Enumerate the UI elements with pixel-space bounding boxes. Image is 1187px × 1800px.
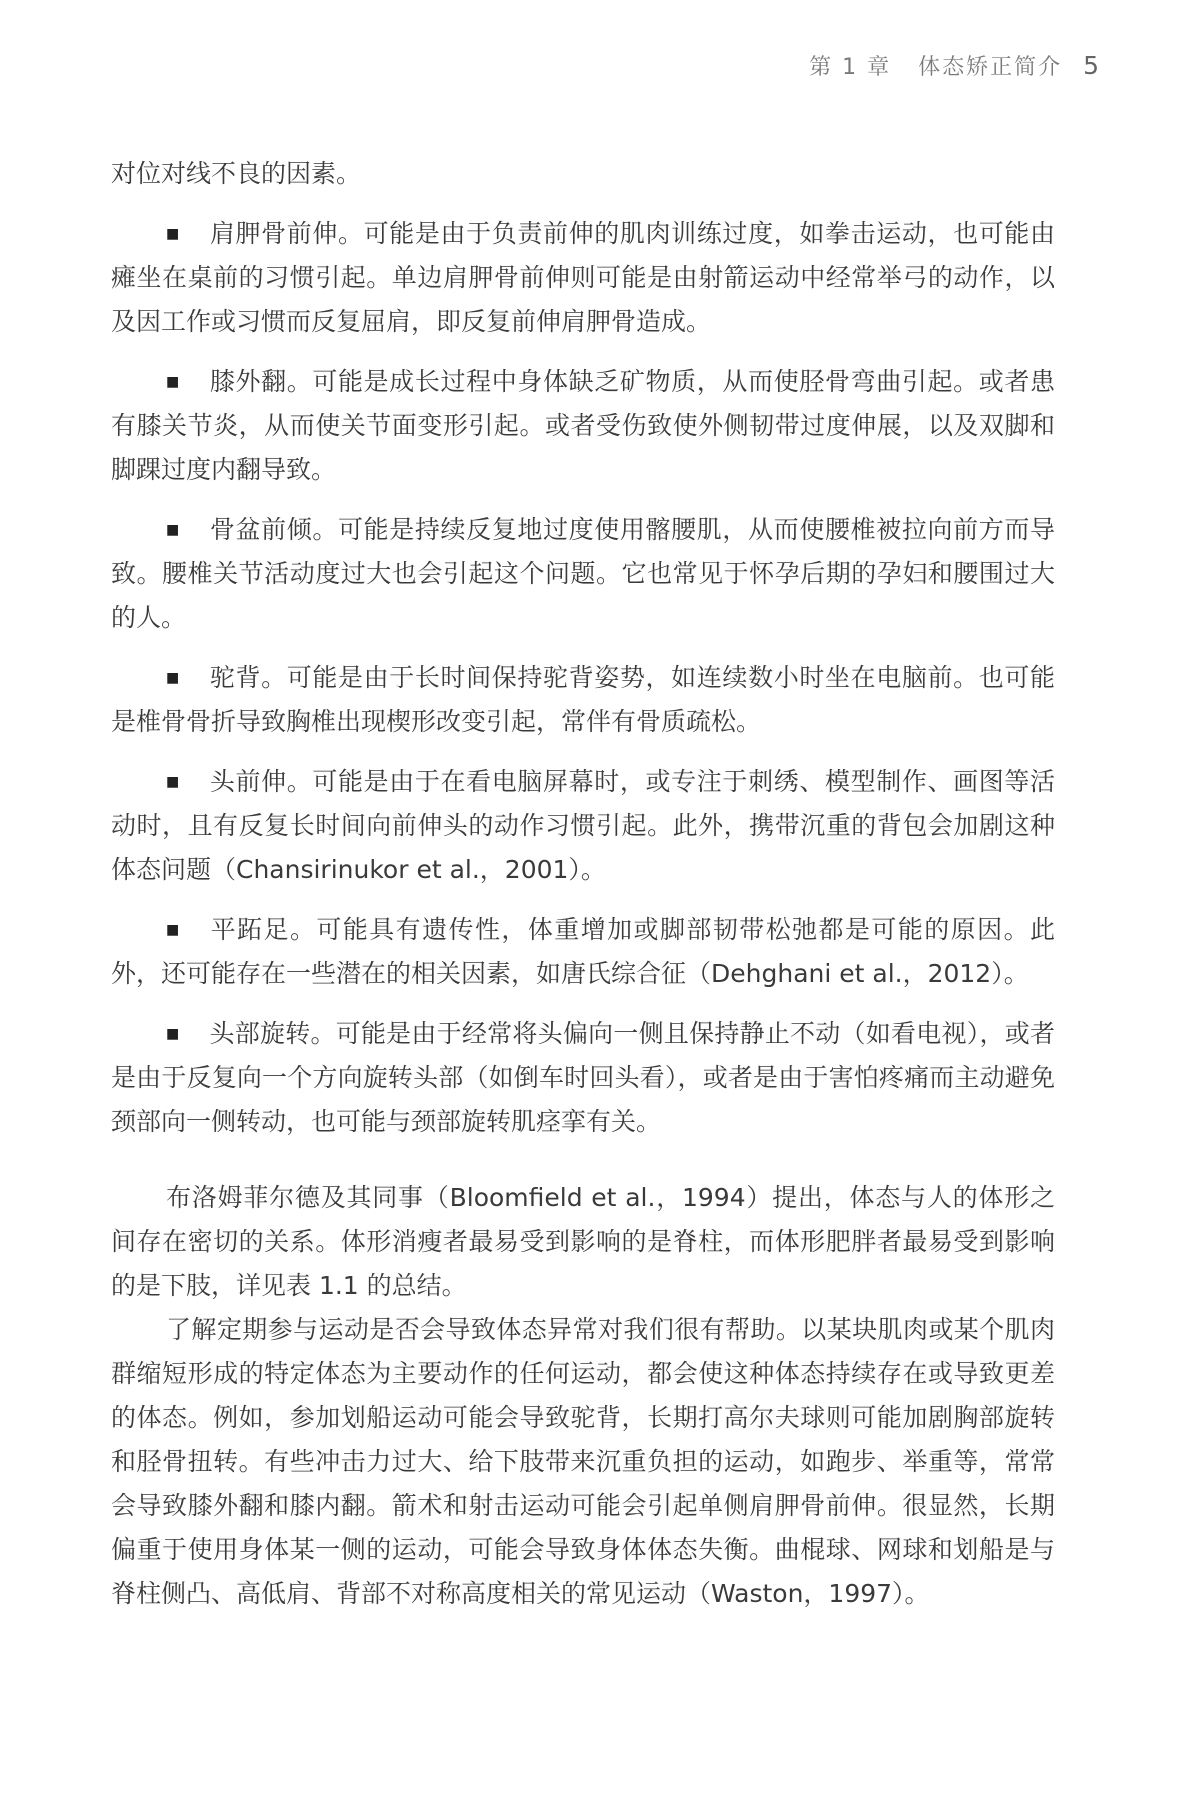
intro-line: 对位对线不良的因素。 [111,159,362,188]
bullet-item-forward-head [111,760,1055,892]
body-text [111,152,1055,1616]
chapter-label: 第 1 章 [809,55,892,80]
bullet-item-kyphosis [111,656,1055,744]
page-number: 5 [1083,51,1101,80]
square-bullet-icon: ■ [166,670,180,686]
bullet-text: 肩胛骨前伸。可能是由于负责前伸的肌肉训练过度，如拳击运动，也可能由瘫坐在桌前的习惯引起。单边肩胛骨前伸则可能是由射箭运动中经常举弓的动作，以及因工作或习惯而反复屈肩，即反复前伸肩胛骨造成。 [111,219,1055,336]
bullet-text: 膝外翻。可能是成长过程中身体缺乏矿物质，从而使胫骨弯曲引起。或者患有膝关节炎，从而使关节面变形引起。或者受伤致使外侧韧带过度伸展，以及双脚和脚踝过度内翻导致。 [111,367,1055,484]
bullet-item-head-rotation [111,1012,1055,1144]
bullet-text: 头前伸。可能是由于在看电脑屏幕时，或专注于刺绣、模型制作、画图等活动时，且有反复长时间向前伸头的动作习惯引起。此外，携带沉重的背包会加剧这种体态问题（Chansirinukor et al.，2001）。 [111,767,1055,884]
square-bullet-icon: ■ [166,1026,180,1042]
square-bullet-icon: ■ [166,522,180,538]
bullet-item-genu-valgum [111,360,1055,492]
bullet-item-scapular-protraction [111,212,1055,344]
square-bullet-icon: ■ [166,922,181,938]
bullet-text: 头部旋转。可能是由于经常将头偏向一侧且保持静止不动（如看电视），或者是由于反复向一个方向旋转头部（如倒车时回头看），或者是由于害怕疼痛而主动避免颈部向一侧转动，也可能与颈部旋转肌痉挛有关。 [111,1019,1055,1136]
paragraph-sports: 了解定期参与运动是否会导致体态异常对我们很有帮助。以某块肌肉或某个肌肉群缩短形成的特定体态为主要动作的任何运动，都会使这种体态持续存在或导致更差的体态。例如，参加划船运动可能会导致驼背，长期打高尔夫球则可能加剧胸部旋转和胫骨扭转。有些冲击力过大、给下肢带来沉重负担的运动，如跑步、举重等，常常会导致膝外翻和膝内翻。箭术和射击运动可能会引起单侧肩胛骨前伸。很显然，长期偏重于使用身体某一侧的运动，可能会导致身体体态失衡。曲棍球、网球和划船是与脊柱侧凸、高低肩、背部不对称高度相关的常见运动（Waston，1997）。 [111,1315,1055,1608]
paragraph-body-type: 布洛姆菲尔德及其同事（Bloomfield et al.，1994）提出，体态与人的体形之间存在密切的关系。体形消瘦者最易受到影响的是脊柱，而体形肥胖者最易受到影响的是下肢，详见表 1.1 的总结。 [111,1183,1055,1300]
bullet-text: 骨盆前倾。可能是持续反复地过度使用髂腰肌，从而使腰椎被拉向前方而导致。腰椎关节活动度过大也会引起这个问题。它也常见于怀孕后期的孕妇和腰围过大的人。 [111,515,1055,632]
bullet-list [111,212,1055,1144]
running-head [809,50,1101,81]
chapter-title: 体态矫正简介 [918,55,1063,80]
square-bullet-icon: ■ [166,374,180,390]
bullet-text: 平跖足。可能具有遗传性，体重增加或脚部韧带松弛都是可能的原因。此外，还可能存在一些潜在的相关因素，如唐氏综合征（Dehghani et al.，2012）。 [111,915,1055,988]
bullet-text: 驼背。可能是由于长时间保持驼背姿势，如连续数小时坐在电脑前。也可能是椎骨骨折导致胸椎出现楔形改变引起，常伴有骨质疏松。 [111,663,1055,736]
bullet-item-anterior-pelvic-tilt [111,508,1055,640]
bullet-item-flat-foot [111,908,1055,996]
square-bullet-icon: ■ [166,774,180,790]
square-bullet-icon: ■ [166,226,180,242]
